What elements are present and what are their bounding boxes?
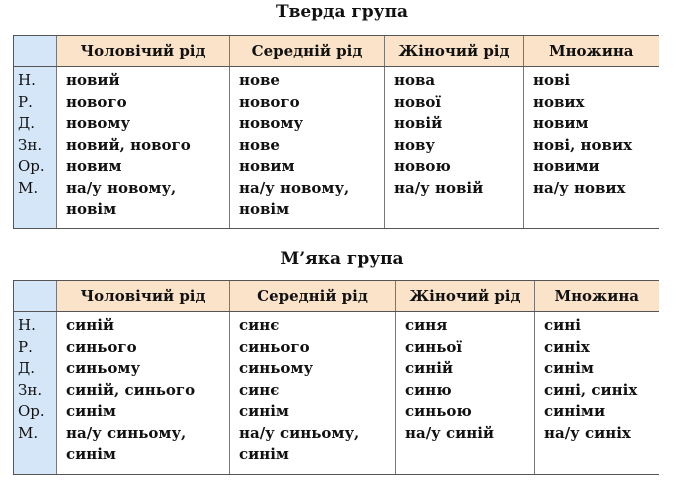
form-cell: синя xyxy=(405,316,448,334)
form-cell: на/у новій xyxy=(394,178,484,197)
form-cell: синім xyxy=(239,445,289,463)
form-cell: нової xyxy=(394,92,442,111)
case-genitive: Р. xyxy=(18,337,33,356)
form-cell: синій xyxy=(405,359,454,377)
header-feminine: Жіночий рід xyxy=(396,281,535,312)
form-cell: нове xyxy=(239,135,280,154)
soft-group-title: М’яка група xyxy=(280,249,404,269)
form-cell: нового xyxy=(239,92,300,111)
form-cell: синю xyxy=(405,380,452,399)
form-cell: на/у синьому, xyxy=(239,423,360,442)
case-nominative: Н. xyxy=(18,316,36,334)
form-cell: на/у новому, xyxy=(66,178,177,197)
form-cell: новій xyxy=(394,114,443,132)
header-neuter: Середній рід xyxy=(230,36,385,67)
form-cell: синьому xyxy=(239,359,314,377)
form-cell: нове xyxy=(239,71,280,89)
form-cell: синє xyxy=(239,316,280,334)
form-cell: синє xyxy=(239,380,280,399)
feminine-forms xyxy=(396,312,535,475)
hard-group-table xyxy=(13,35,659,229)
header-row xyxy=(14,281,659,312)
form-cell: новий xyxy=(66,71,120,89)
form-cell: синього xyxy=(239,337,310,356)
form-cell: новим xyxy=(239,157,295,175)
form-cell: нову xyxy=(394,135,436,154)
form-cell: синьому xyxy=(66,359,141,377)
case-locative: М. xyxy=(18,178,39,197)
form-cell: новий, нового xyxy=(66,135,191,154)
form-cell: сині, синіх xyxy=(544,380,638,399)
masculine-forms xyxy=(57,67,230,229)
neuter-forms xyxy=(230,67,385,229)
table-row xyxy=(14,312,659,475)
form-cell: новому xyxy=(239,114,304,132)
form-cell: новим xyxy=(66,157,122,175)
form-cell: на/у синьому, xyxy=(66,423,187,442)
hard-group-title: Тверда група xyxy=(275,2,409,22)
case-dative: Д. xyxy=(18,114,35,132)
plural-forms xyxy=(524,67,659,229)
case-genitive: Р. xyxy=(18,92,33,111)
form-cell: новім xyxy=(66,200,117,218)
form-cell: новім xyxy=(239,200,290,218)
soft-group-table xyxy=(13,280,659,475)
form-cell: синім xyxy=(239,402,289,420)
form-cell: новими xyxy=(533,157,600,175)
case-instrumental: Ор. xyxy=(18,402,45,420)
form-cell: синім xyxy=(66,445,116,463)
form-cell: синій xyxy=(66,316,115,334)
case-labels xyxy=(14,67,57,229)
table-row xyxy=(14,67,659,229)
case-labels xyxy=(14,312,57,475)
corner-cell xyxy=(14,281,57,312)
case-locative: М. xyxy=(18,423,39,442)
form-cell: сині xyxy=(544,316,581,334)
form-cell: нові xyxy=(533,71,571,89)
form-cell: нових xyxy=(533,92,585,111)
form-cell: новому xyxy=(66,114,131,132)
feminine-forms xyxy=(385,67,524,229)
corner-cell xyxy=(14,36,57,67)
header-row xyxy=(14,36,659,67)
header-plural: Множина xyxy=(535,281,659,312)
plural-forms xyxy=(535,312,659,475)
case-dative: Д. xyxy=(18,359,35,377)
form-cell: нові, нових xyxy=(533,135,633,154)
form-cell: синім xyxy=(66,402,116,420)
form-cell: на/у нових xyxy=(533,178,626,197)
neuter-forms xyxy=(230,312,396,475)
form-cell: синіх xyxy=(544,337,590,356)
form-cell: на/у синіх xyxy=(544,423,631,442)
case-accusative: Зн. xyxy=(18,135,43,154)
case-instrumental: Ор. xyxy=(18,157,45,175)
form-cell: синій, синього xyxy=(66,380,196,399)
header-masculine: Чоловічий рід xyxy=(57,36,230,67)
form-cell: синіми xyxy=(544,402,606,420)
masculine-forms xyxy=(57,312,230,475)
header-plural: Множина xyxy=(524,36,659,67)
header-masculine: Чоловічий рід xyxy=(57,281,230,312)
form-cell: нового xyxy=(66,92,127,111)
form-cell: синім xyxy=(544,359,594,377)
form-cell: синього xyxy=(66,337,137,356)
form-cell: синьою xyxy=(405,402,472,420)
form-cell: синьої xyxy=(405,337,463,356)
form-cell: нова xyxy=(394,71,436,89)
case-nominative: Н. xyxy=(18,71,36,89)
form-cell: на/у новому, xyxy=(239,178,350,197)
form-cell: новою xyxy=(394,157,451,175)
case-accusative: Зн. xyxy=(18,380,43,399)
form-cell: на/у синій xyxy=(405,423,495,442)
header-feminine: Жіночий рід xyxy=(385,36,524,67)
form-cell: новим xyxy=(533,114,589,132)
header-neuter: Середній рід xyxy=(230,281,396,312)
